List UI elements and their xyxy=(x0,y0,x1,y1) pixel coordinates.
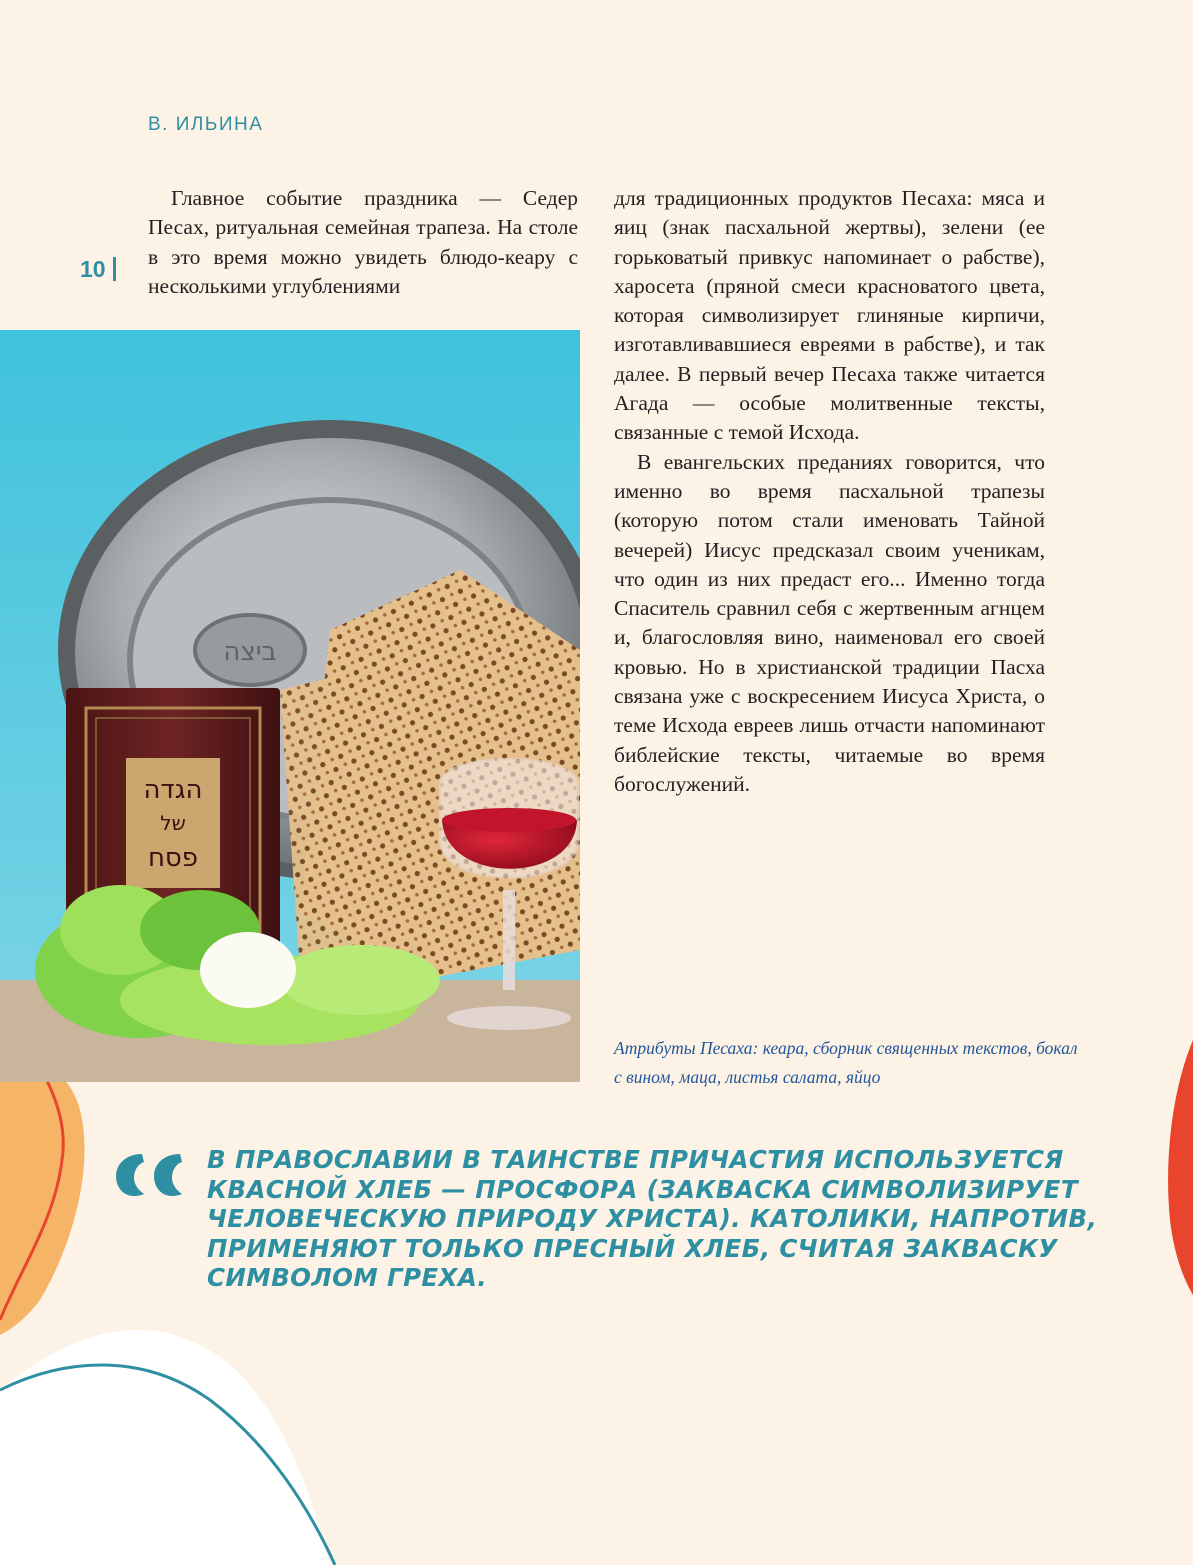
red-curve-right xyxy=(1168,1040,1193,1295)
author-name: В. ИЛЬИНА xyxy=(148,114,264,135)
plate-inscription: ביצה xyxy=(223,637,277,667)
text-column-left xyxy=(148,184,578,301)
text-column-right xyxy=(614,184,1045,799)
orange-blob-left xyxy=(0,1040,84,1335)
quote-mark-icon xyxy=(112,1148,186,1200)
book-title-line2: של xyxy=(160,811,186,835)
paragraph-gospel: В евангельских преданиях говорится, что именно во время пасхальной трапезы (которую потом стали именовать Тайной вечерей) Иисус предсказал своим ученикам, что один из них предаст его... Именно тогда Спаситель сравнил себя с жертвенным агнцем и, благословляя вино, наименовал его своей кровью. Но в христианской традиции Пасха связана уже с воскресением Иисуса Христа, о теме Исхода евреев лишь отчасти напоминают библейские тексты, читаемые во время богослужений. xyxy=(614,449,1045,796)
page-number xyxy=(80,256,116,283)
teal-curve-bottom xyxy=(0,1365,335,1565)
page-number-divider xyxy=(113,257,116,281)
orange-blob-right xyxy=(1171,1050,1193,1285)
passover-photo xyxy=(0,330,580,1082)
book-title-line3: פסח xyxy=(147,843,199,873)
page-number-text: 10 xyxy=(80,256,106,282)
paragraph-seder-continued: для традиционных продуктов Песаха: мяса и яиц (знак пасхальной жертвы), зелени (ее горьковатый привкус напоминает о рабстве), харосета (пряной смеси красноватого цвета, которая символизирует глиняные кирпичи, изготавливавшиеся евреями в рабстве), и так далее. В первый вечер Песаха также читается Агада — особые молитвенные тексты, связанные с темой Исхода. xyxy=(614,186,1045,445)
pull-quote: В ПРАВОСЛАВИИ В ТАИНСТВЕ ПРИЧАСТИЯ ИСПОЛЬЗУЕТСЯ КВАСНОЙ ХЛЕБ — ПРОСФОРА (ЗАКВАСКА СИМВОЛИЗИРУЕТ ЧЕЛОВЕЧЕСКУЮ ПРИРОДУ ХРИСТА). КАТОЛИКИ, НАПРОТИВ, ПРИМЕНЯЮТ ТОЛЬКО ПРЕСНЫЙ ХЛЕБ, СЧИТАЯ ЗАКВАСКУ СИМВОЛОМ ГРЕХА. xyxy=(207,1145,1098,1292)
white-blob-bottom xyxy=(0,1330,330,1565)
paragraph-seder: Главное событие праздника — Седер Песах, ритуальная семейная трапеза. На столе в это время можно увидеть блюдо-кеару с несколькими углублениями xyxy=(148,186,578,298)
egg xyxy=(200,932,296,1008)
photo-caption: Атрибуты Песаха: кеара, сборник священных текстов, бокал с вином, маца, листья салата, яйцо xyxy=(614,1038,1078,1087)
book-title-line1: הגדה xyxy=(143,775,203,805)
